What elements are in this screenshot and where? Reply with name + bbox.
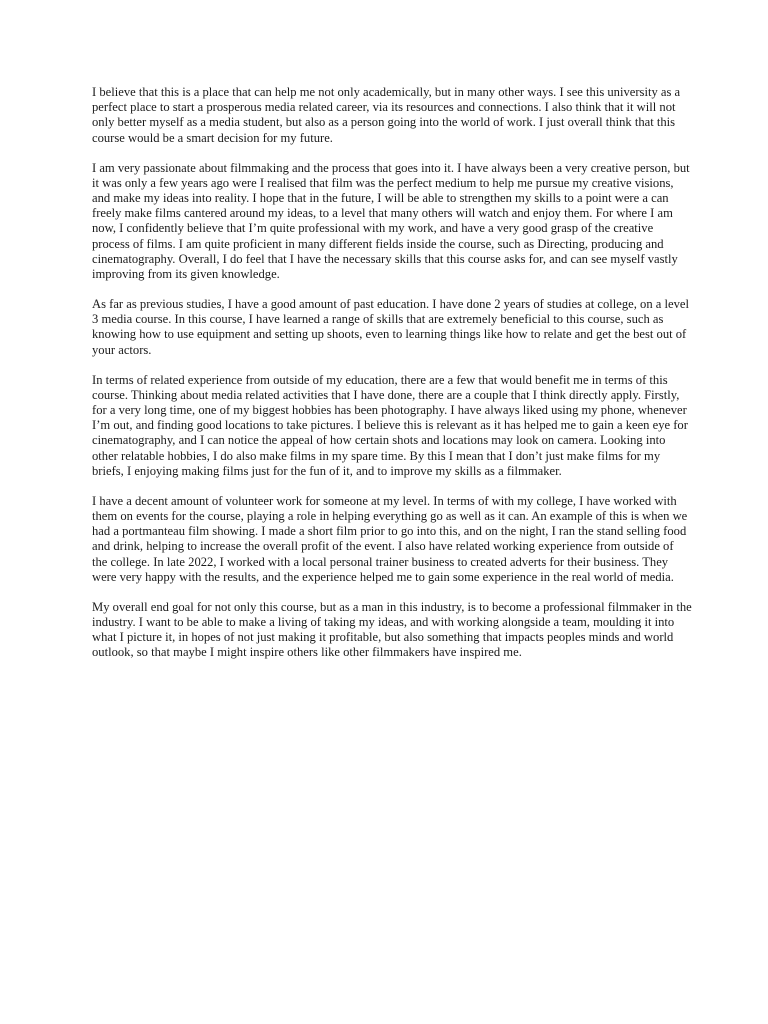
paragraph-3: As far as previous studies, I have a good amount of past education. I have done 2 years of studies at college, on a level 3 media course. In this course, I have learned a range of skills that are extremely beneficial to this course, such as knowing how to use equipment and setting up shoots, even to learning things like how to relate and get the best out of your actors. [92, 297, 689, 357]
paragraph-4: In terms of related experience from outside of my education, there are a few that would benefit me in terms of this course. Thinking about media related activities that I have done, there are a couple that I think directly apply. Firstly, for a very long time, one of my biggest hobbies has been photography. I have always liked using my phone, whenever I’m out, and finding good locations to take pictures. I believe this is relevant as it has helped me to gain a keen eye for cinematography, and I can notice the appeal of how certain shots and locations may look on camera. Looking into other relatable hobbies, I do also make films in my spare time. By this I mean that I don’t just make films for my briefs, I enjoying making films just for the fun of it, and to improve my skills as a filmmaker. [92, 372, 688, 478]
document-body [92, 85, 692, 661]
paragraph-2: I am very passionate about filmmaking and the process that goes into it. I have always been a very creative person, but it was only a few years ago were I realised that film was the perfect medium to help me pursue my creative visions, and make my ideas into reality. I hope that in the future, I will be able to strengthen my skills to a point were a can freely make films cantered around my ideas, to a level that many others will watch and enjoy them. For where I am now, I confidently believe that I’m quite professional with my work, and have a very good grasp of the creative process of films. I am quite proficient in many different fields inside the course, such as Directing, producing and cinematography. Overall, I do feel that I have the necessary skills that this course asks for, and can see myself vastly improving from its given knowledge. [92, 160, 690, 282]
paragraph-5: I have a decent amount of volunteer work for someone at my level. In terms of with my college, I have worked with them on events for the course, playing a role in helping everything go as well as it can. An example of this is when we had a portmanteau film showing. I made a short film prior to go into this, and on the night, I ran the stand selling food and drink, helping to increase the overall profit of the event. I also have related working experience from outside of the college. In late 2022, I worked with a local personal trainer business to created adverts for their business. They were very happy with the results, and the experience helped me to gain some experience in the real world of media. [92, 493, 688, 584]
paragraph-6: My overall end goal for not only this course, but as a man in this industry, is to become a professional filmmaker in the industry. I want to be able to make a living of taking my ideas, and with working alongside a team, moulding it into what I picture it, in hopes of not just making it profitable, but also something that impacts peoples minds and world outlook, so that maybe I might inspire others like other filmmakers have inspired me. [92, 599, 692, 660]
paragraph-1: I believe that this is a place that can help me not only academically, but in many other ways. I see this university as a perfect place to start a prosperous media related career, via its resources and connections. I also think that it will not only better myself as a media student, but also as a person going into the world of work. I just overall think that this course would be a smart decision for my future. [92, 85, 681, 145]
